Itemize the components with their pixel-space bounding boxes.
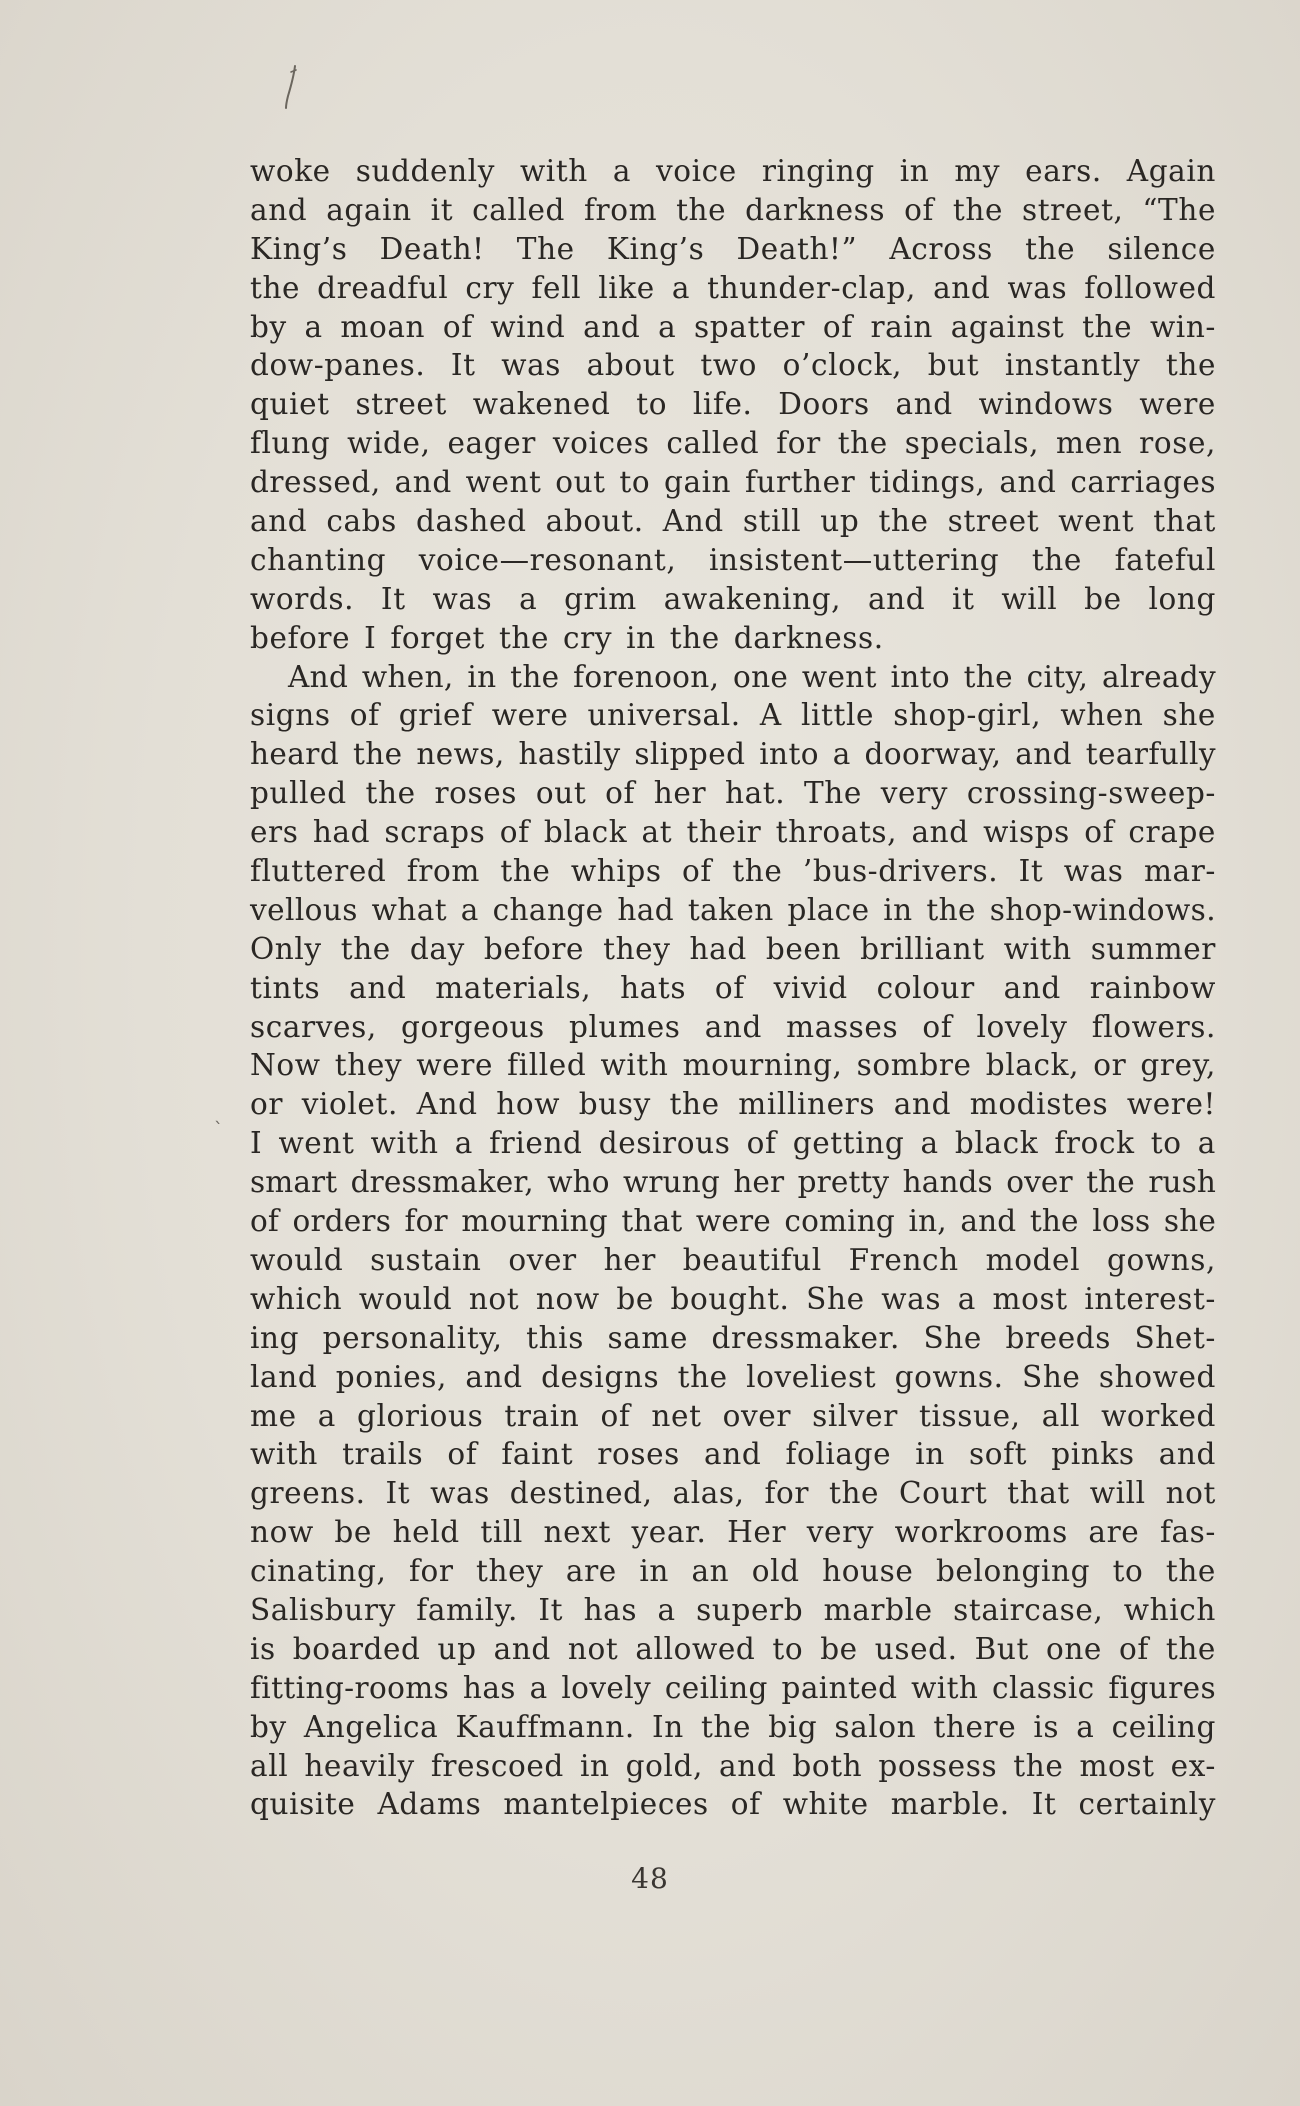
- text-line: ing personality, this same dressmaker. She breeds Shet-: [250, 1320, 1216, 1355]
- text-line: quiet street wakened to life. Doors and windows were: [250, 387, 1216, 422]
- text-line: pulled the roses out of her hat. The very crossing-sweep-: [250, 776, 1216, 811]
- text-line: tints and materials, hats of vivid colour and rainbow: [250, 970, 1216, 1005]
- text-line: woke suddenly with a voice ringing in my ears. Again: [250, 154, 1216, 188]
- text-line: flung wide, eager voices called for the specials, men rose,: [250, 426, 1216, 461]
- text-line: greens. It was destined, alas, for the Court that will not: [250, 1476, 1216, 1511]
- text-line: fitting-rooms has a lovely ceiling painted with classic figures: [250, 1670, 1216, 1705]
- margin-tick-mark: ˎ: [214, 1104, 223, 1125]
- text-line: King’s Death! The King’s Death!” Across the silence: [250, 231, 1216, 266]
- text-line: ers had scraps of black at their throats, and wisps of crape: [250, 815, 1216, 850]
- text-line: now be held till next year. Her very workrooms are fas-: [250, 1515, 1216, 1550]
- text-line: dressed, and went out to gain further tidings, and carriages: [250, 465, 1216, 500]
- text-line: scarves, gorgeous plumes and masses of lovely flowers.: [250, 1009, 1216, 1044]
- pencil-mark-icon: [282, 64, 300, 110]
- text-line: which would not now be bought. She was a most interest-: [250, 1281, 1216, 1316]
- text-line: Now they were filled with mourning, sombre black, or grey,: [250, 1048, 1216, 1083]
- text-line: would sustain over her beautiful French model gowns,: [250, 1242, 1216, 1277]
- text-line: chanting voice—resonant, insistent—uttering the fateful: [250, 542, 1216, 577]
- text-line: cinating, for they are in an old house belonging to the: [250, 1554, 1216, 1589]
- page-number: 48: [631, 1862, 669, 1895]
- text-line: Salisbury family. It has a superb marble staircase, which: [250, 1592, 1216, 1627]
- text-line: by a moan of wind and a spatter of rain against the win-: [250, 309, 1216, 344]
- text-line: quisite Adams mantelpieces of white marble. It certainly: [250, 1787, 1216, 1822]
- text-line: is boarded up and not allowed to be used. But one of the: [250, 1631, 1216, 1666]
- text-line: the dreadful cry fell like a thunder-clap, and was followed: [250, 270, 1216, 305]
- text-line: and again it called from the darkness of the street, “The: [250, 192, 1216, 227]
- text-line: with trails of faint roses and foliage in soft pinks and: [250, 1437, 1216, 1472]
- text-line: signs of grief were universal. A little shop-girl, when she: [250, 698, 1216, 733]
- text-line: land ponies, and designs the loveliest gowns. She showed: [250, 1359, 1216, 1394]
- text-line: and cabs dashed about. And still up the street went that: [250, 504, 1216, 539]
- text-line: fluttered from the whips of the ’bus-drivers. It was mar-: [250, 854, 1216, 889]
- text-line: words. It was a grim awakening, and it will be long: [250, 581, 1216, 616]
- text-line: heard the news, hastily slipped into a doorway, and tearfully: [250, 737, 1216, 772]
- body-text: [250, 152, 1216, 1824]
- text-line: by Angelica Kauffmann. In the big salon there is a ceiling: [250, 1709, 1216, 1744]
- text-line: of orders for mourning that were coming in, and the loss she: [250, 1204, 1216, 1239]
- text-line: vellous what a change had taken place in the shop-windows.: [250, 892, 1216, 927]
- text-line: all heavily frescoed in gold, and both possess the most ex-: [250, 1748, 1216, 1783]
- text-line: dow-panes. It was about two o’clock, but instantly the: [250, 348, 1216, 383]
- text-line: smart dressmaker, who wrung her pretty hands over the rush: [250, 1165, 1216, 1200]
- text-line: I went with a friend desirous of getting a black frock to a: [250, 1126, 1216, 1161]
- text-line: And when, in the forenoon, one went into the city, already: [288, 659, 1216, 694]
- text-line: or violet. And how busy the milliners and modistes were!: [250, 1087, 1216, 1122]
- text-line: before I forget the cry in the darkness.: [250, 620, 884, 655]
- text-line: Only the day before they had been brilliant with summer: [250, 931, 1216, 966]
- text-line: me a glorious train of net over silver tissue, all worked: [250, 1398, 1216, 1433]
